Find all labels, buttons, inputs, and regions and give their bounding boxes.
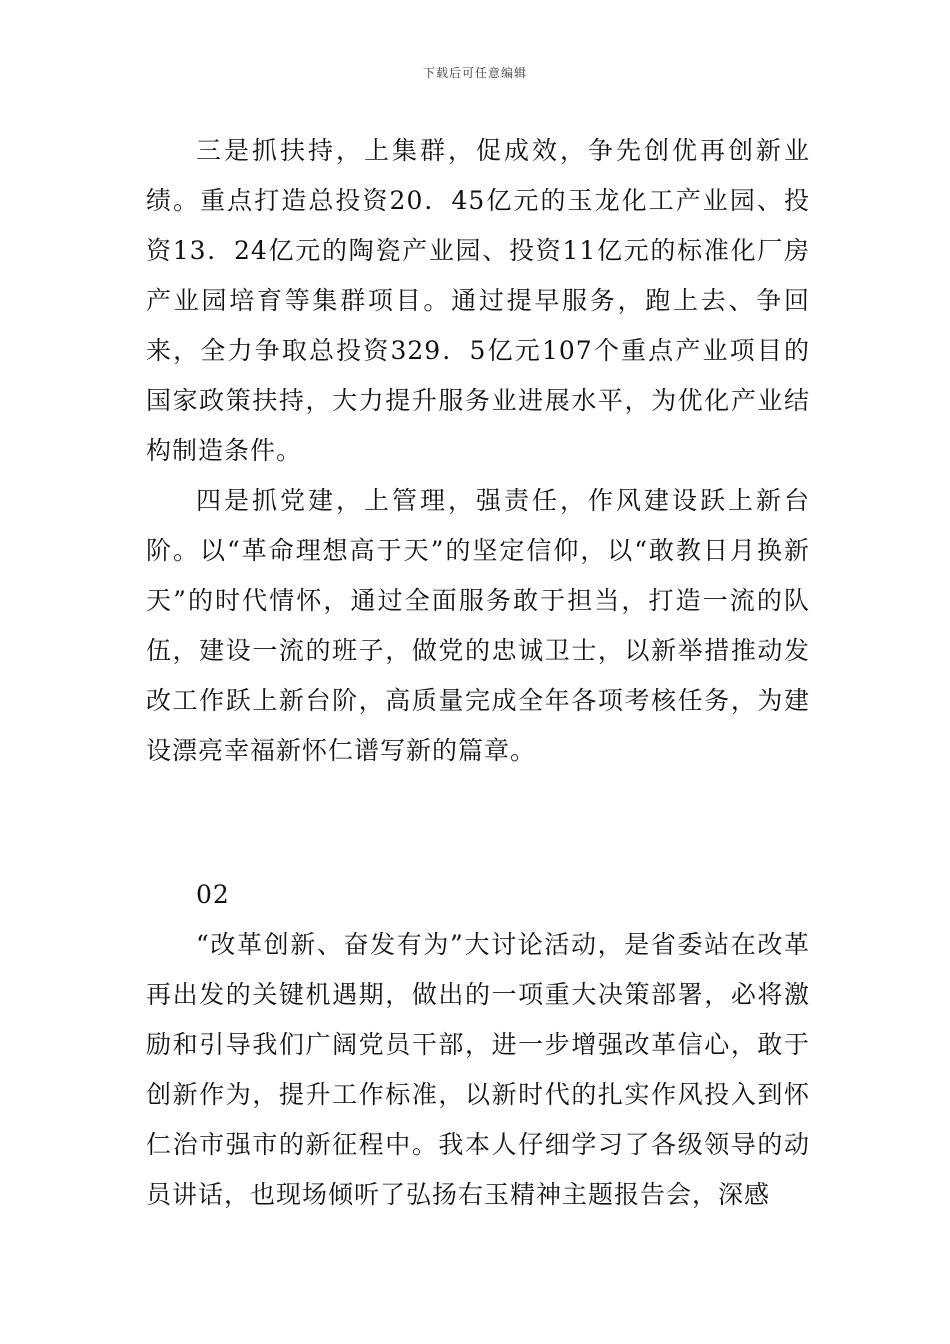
section-number: 02 bbox=[196, 880, 230, 909]
paragraph-support-clusters: 三是抓扶持，上集群，促成效，争先创优再创新业绩。重点打造总投资20．45亿元的玉龙化工产业园、投资13．24亿元的陶瓷产业园、投资11亿元的标准化厂房产业园培育等集群项目。通过提早服务，跑上去、争回来，全力争取总投资329．5亿元107个重点产业项目的国家政策扶持，大力提升服务业进展水平，为优化产业结构制造条件。 bbox=[146, 136, 810, 465]
document-body-upper bbox=[146, 126, 810, 776]
paragraph-party-building: 四是抓党建，上管理，强责任，作风建设跃上新台阶。以“革命理想高于天”的坚定信仰，以“敢教日月换新天”的时代情怀，通过全面服务敢于担当，打造一流的队伍，建设一流的班子，做党的忠诚卫士，以新举措推动发改工作跃上新台阶，高质量完成全年各项考核任务，为建设漂亮幸福新怀仁谱写新的篇章。 bbox=[146, 486, 810, 765]
paragraph-reform-discussion: “改革创新、奋发有为”大讨论活动，是省委站在改革再出发的关键机遇期，做出的一项重大决策部署，必将激励和引导我们广阔党员干部，进一步增强改革信心，敢于创新作为，提升工作标准，以新时代的扎实作风投入到怀仁治市强市的新征程中。我本人仔细学习了各级领导的动员讲话，也现场倾听了弘扬右玉精神主题报告会，深感 bbox=[146, 930, 810, 1209]
page-header: 下载后可任意编辑 bbox=[422, 66, 527, 80]
document-body-lower bbox=[146, 870, 810, 1220]
